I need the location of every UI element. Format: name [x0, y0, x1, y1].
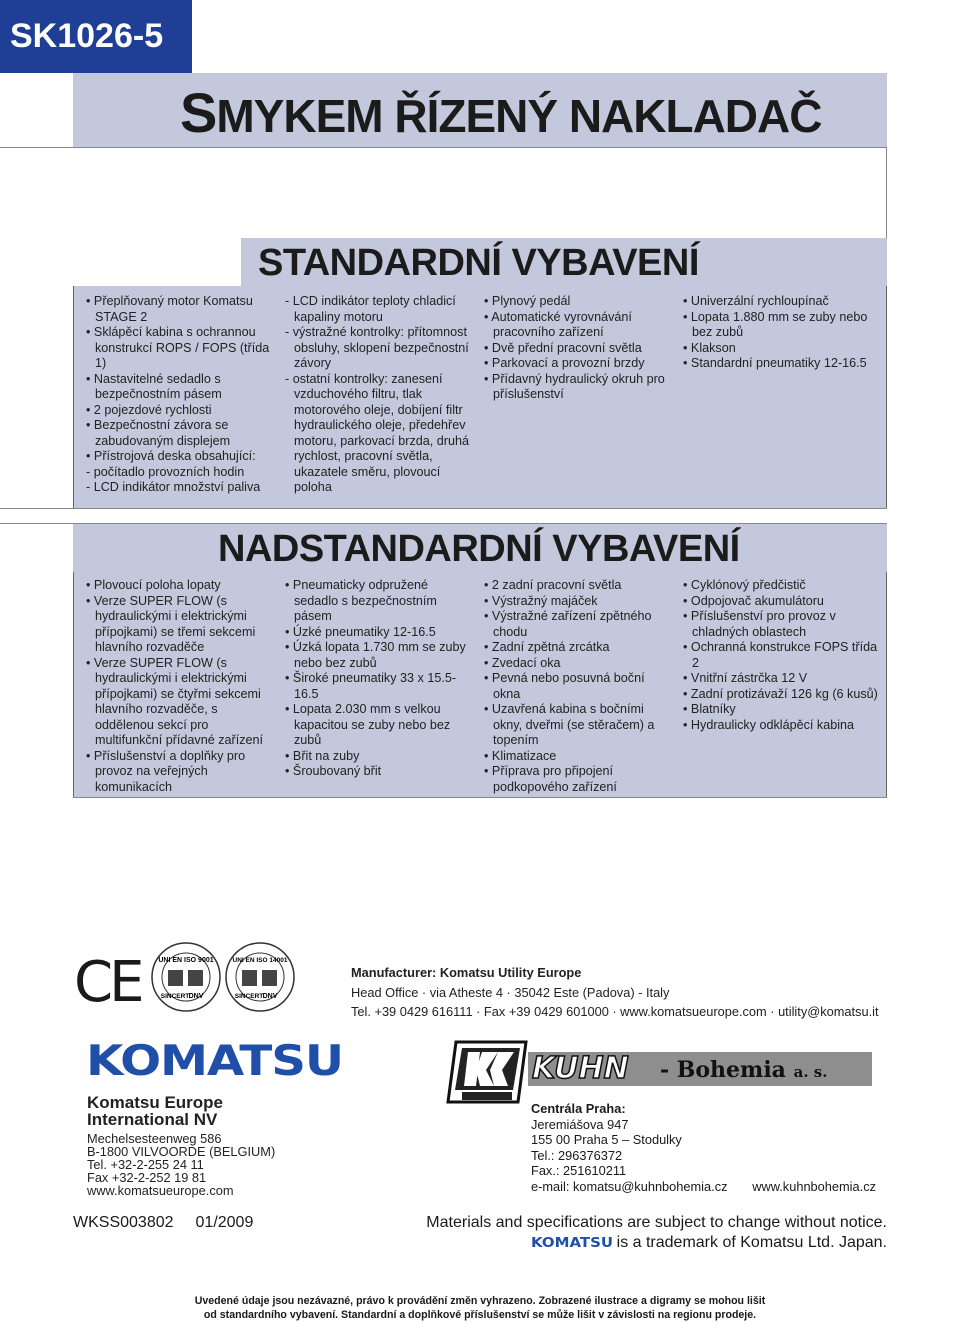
list-item: • Zadní protizávaží 126 kg (6 kusů) — [683, 686, 878, 701]
standard-heading: STANDARDNÍ VYBAVENÍ — [258, 242, 699, 284]
komatsu-logo: KOMATSU — [86, 1036, 343, 1085]
list-item: • Hydraulicky odklápěcí kabina — [683, 717, 855, 732]
standard-col-1 — [86, 294, 276, 496]
iso-14001-seal — [224, 940, 296, 1014]
list-item: • Šroubovaný břit — [285, 764, 382, 778]
list-item: • Pevná nebo posuvná boční okna — [484, 671, 645, 701]
standard-col-4 — [683, 294, 878, 372]
list-item: • Dvě přední pracovní světla — [484, 340, 642, 355]
optional-heading: NADSTANDARDNÍ VYBAVENÍ — [218, 528, 740, 570]
address-line: Jeremiášova 947 — [531, 1116, 629, 1132]
list-item: • Přístrojová deska obsahující: — [86, 449, 256, 463]
list-item: • Klimatizace — [484, 748, 557, 763]
kuhn-emblem — [446, 1040, 528, 1104]
list-item: • Uzavřená kabina s bočními okny, dveřmi (se stěračem) a topením — [484, 702, 655, 747]
page-title: SMYKEM ŘÍZENÝ NAKLADAČ — [180, 81, 822, 144]
iso-9001-text: UNI EN ISO 9001 — [158, 957, 214, 964]
list-item: • Široké pneumatiky 33 x 15.5-16.5 — [285, 671, 457, 701]
disclaimer: Uvedené údaje jsou nezávazné, právo k provádění změn vyhrazeno. Zobrazené ilustrace a digramy se mohou lišit od standardního vybavení. Standardní a doplňkové příslušenství se může lišit v závislosti na regionu prodeje. — [194, 1295, 766, 1321]
list-item: • Přídavný hydraulický okruh pro příslušenství — [484, 371, 665, 401]
komatsu-europe-address — [87, 1094, 275, 1197]
address-line: Tel. +32-2-255 24 11 — [87, 1157, 204, 1172]
list-item: • Lopata 1.880 mm se zuby nebo bez zubů — [683, 309, 868, 339]
ce-mark: CE — [74, 950, 141, 1015]
list-item: • Přeplňovaný motor Komatsu STAGE 2 — [86, 294, 253, 324]
list-subitem: - LCD indikátor teploty chladicí kapaliny motoru — [285, 294, 456, 324]
address-line: Fax +32-2-252 19 81 — [87, 1170, 207, 1185]
list-item: • Verze SUPER FLOW (s hydraulickými i elektrickými přípojkami) se třemi sekcemi hlavního rozvaděče — [86, 593, 256, 654]
sincert-text: SINCERT — [234, 993, 264, 1000]
optional-col-3 — [484, 578, 674, 795]
list-subitem: - LCD indikátor množství paliva — [86, 480, 261, 494]
address-line: 155 00 Praha 5 – Stodulky — [531, 1132, 682, 1147]
standard-col-2 — [285, 294, 477, 496]
list-item: • Břit na zuby — [285, 748, 360, 763]
divider — [0, 508, 887, 509]
list-item: • Příslušenství pro provoz v chladných oblastech — [683, 609, 836, 639]
sincert-text: SINCERT — [160, 993, 190, 1000]
divider — [886, 147, 887, 239]
list-subitem: - počítadlo provozních hodin — [86, 464, 245, 479]
list-item: • Parkovací a provozní brzdy — [484, 356, 645, 370]
iso-14001-text: UNI EN ISO 14001 — [232, 957, 288, 964]
list-item: • Odpojovač akumulátoru — [683, 593, 824, 608]
list-item: • Ochranná konstrukce FOPS třída 2 — [683, 640, 878, 670]
kuhn-email: e-mail: komatsu@kuhnbohemia.cz — [531, 1178, 728, 1194]
list-item: • Výstražné zařízení zpětného chodu — [484, 609, 652, 639]
kuhn-website: www.kuhnbohemia.cz — [752, 1178, 876, 1194]
list-item: • Lopata 2.030 mm s velkou kapacitou se zuby nebo bez zubů — [285, 702, 451, 747]
list-item: • Univerzální rychloupínač — [683, 294, 829, 308]
list-item: • Výstražný majáček — [484, 593, 598, 608]
dnv-text: DNV — [262, 993, 278, 1000]
optional-col-2 — [285, 578, 475, 780]
list-item: • Bezpečnostní závora se zabudovaným displejem — [86, 418, 231, 448]
standard-col-3 — [484, 294, 674, 403]
website: www.komatsueurope.com — [87, 1183, 234, 1198]
address-line: Fax.: 251610211 — [531, 1163, 627, 1178]
list-item: • Nastavitelné sedadlo s bezpečnostním pásem — [86, 371, 222, 401]
address-line: B-1800 VILVOORDE (BELGIUM) — [87, 1144, 276, 1159]
kuhn-bohemia-text: - Bohemia a. s. — [660, 1057, 828, 1083]
kuhn-logo-text: KUHN — [532, 1051, 629, 1086]
list-item: • Pneumaticky odpružené sedadlo s bezpečnostním pásem — [285, 578, 437, 623]
address-line: Mechelsesteenweg 586 — [87, 1131, 222, 1146]
list-item: • Úzké pneumatiky 12-16.5 — [285, 624, 436, 639]
manufacturer-address: Head Office · via Atheste 4 · 35042 Este (Padova) - Italy — [351, 984, 670, 1000]
list-item: • Cyklónový předčistič — [683, 578, 806, 592]
company-name: Komatsu Europe — [87, 1093, 224, 1112]
list-item: • Zvedací oka — [484, 655, 561, 670]
divider — [73, 797, 887, 798]
list-item: • 2 zadní pracovní světla — [484, 578, 622, 592]
company-name: International NV — [87, 1110, 218, 1129]
model-badge: SK1026-5 — [0, 0, 192, 73]
document-date: 01/2009 — [195, 1214, 254, 1231]
divider — [0, 147, 887, 148]
list-item: • Sklápěcí kabina s ochrannou konstrukcí ROPS / FOPS (třída 1) — [86, 325, 270, 370]
address-line: Tel.: 296376372 — [531, 1147, 623, 1163]
list-item: • Příprava pro připojení podkopového zařízení — [484, 764, 617, 794]
change-notice: Materials and specifications are subject to change without notice. KOMATSU is a trademark of Komatsu Ltd. Japan. — [400, 1213, 887, 1254]
list-item: • Standardní pneumatiky 12-16.5 — [683, 356, 867, 370]
list-subitem: - výstražné kontrolky: přítomnost obsluhy, sklopení bezpečnostní závory — [285, 325, 469, 370]
list-item: • Klakson — [683, 340, 736, 355]
kuhn-address — [531, 1101, 876, 1194]
kuhn-heading: Centrála Praha: — [531, 1101, 626, 1116]
list-item: • Příslušenství a doplňky pro provoz na veřejných komunikacích — [86, 748, 246, 794]
list-subitem: - ostatní kontrolky: zanesení vzduchového filtru, tlak motorového oleje, dobíjení filtr hydraulického oleje, předehřev motoru, parkovací brzda, druhá rychlost, pracovní světla, ukazatele směru, plovoucí poloha — [285, 371, 470, 494]
list-item: • Automatické vyrovnávání pracovního zařízení — [484, 309, 632, 339]
list-item: • Zadní zpětná zrcátka — [484, 640, 610, 654]
list-item: • Plovoucí poloha lopaty — [86, 578, 221, 592]
manufacturer-info — [351, 963, 879, 1022]
dnv-text: DNV — [188, 993, 204, 1000]
document-code: WKSS003802 01/2009 — [73, 1214, 254, 1231]
optional-col-4 — [683, 578, 878, 733]
list-item: • Blatníky — [683, 702, 736, 716]
manufacturer-contact: Tel. +39 0429 616111 · Fax +39 0429 601000 · www.komatsueurope.com · utility@komatsu.it — [351, 1004, 879, 1019]
list-item: • Úzká lopata 1.730 mm se zuby nebo bez zubů — [285, 640, 466, 670]
komatsu-small-logo: KOMATSU — [531, 1236, 614, 1251]
optional-col-1 — [86, 578, 276, 795]
iso-9001-seal — [150, 940, 222, 1014]
list-item: • Verze SUPER FLOW (s hydraulickými i elektrickými přípojkami) se čtyřmi sekcemi hlavního rozvaděče, s oddělenou sekcí pro multifunkční přídavné zařízení — [86, 655, 263, 747]
manufacturer-name: Manufacturer: Komatsu Utility Europe — [351, 965, 582, 980]
list-item: • 2 pojezdové rychlosti — [86, 402, 212, 417]
list-item: • Plynový pedál — [484, 294, 571, 308]
list-item: • Vnitřní zástrčka 12 V — [683, 671, 808, 685]
